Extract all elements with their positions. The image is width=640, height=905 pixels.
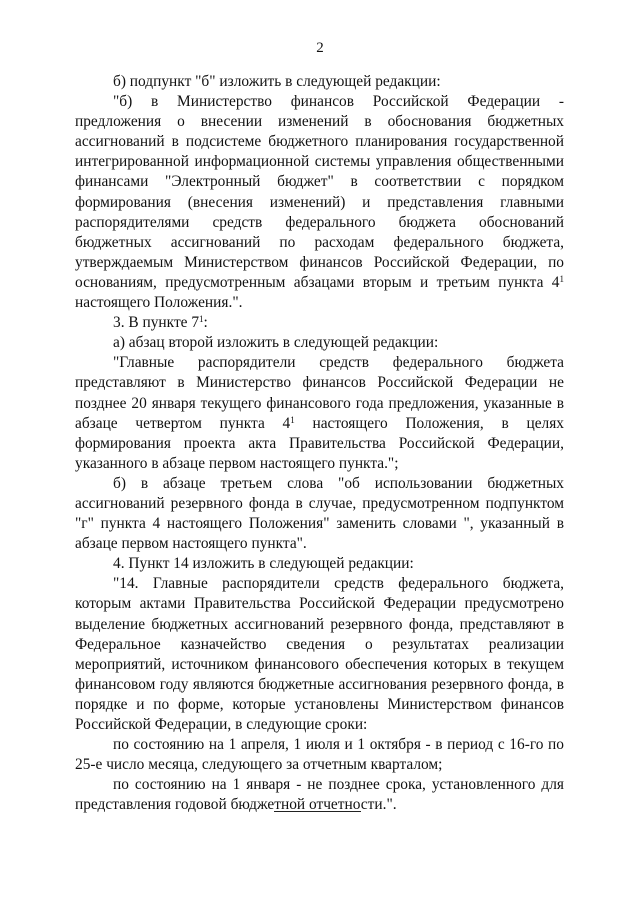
- paragraph-3: 3. В пункте $7^1$:: [113, 314, 208, 332]
- superscript: 1: [199, 314, 204, 325]
- paragraph-10: по состоянию на 1 января - не позднее срока, установленного для представления годовой бюджетной отчетности.".: [75, 776, 564, 814]
- page-number: 2: [316, 40, 324, 56]
- document-body: [75, 72, 564, 815]
- paragraph-2: "б) в Министерство финансов Российской Федерации - предложения о внесении изменений в обоснования бюджетных ассигнований в подсистеме бюджетного планирования государственной интегрированной информационной системы управления общественными финансами "Электронный бюджет" в соответствии с порядком формирования (внесения изменений) и представления главными распорядителями средств федерального бюджета обоснований бюджетных ассигнований по расходам федерального бюджета, утверждаемым Министерством финансов Российской Федерации, по основаниям, предусмотренным абзацами вторым и третьим пункта $4^1$ настоящего Положения.".: [75, 93, 564, 312]
- footer-divider: [274, 811, 361, 812]
- paragraph-4: а) абзац второй изложить в следующей редакции:: [113, 334, 439, 352]
- paragraph-9: по состоянию на 1 апреля, 1 июля и 1 октября - в период с 16-го по 25-е число месяца, следующего за отчетным кварталом;: [75, 736, 564, 774]
- paragraph-8: "14. Главные распорядители средств федерального бюджета, которым актами Правительства Российской Федерации предусмотрено выделение бюджетных ассигнований резервного фонда, представляют в Федеральное казначейство сведения о результатах реализации мероприятий, источником финансового обеспечения которых в текущем финансовом году являются бюджетные ассигнования резервного фонда, в порядке и по форме, которые установлены Министерством финансов Российской Федерации, в следующие сроки:: [75, 575, 564, 733]
- superscript: 1: [290, 414, 295, 425]
- paragraph-7: 4. Пункт 14 изложить в следующей редакции:: [113, 555, 414, 573]
- paragraph-5: "Главные распорядители средств федерального бюджета представляют в Министерство финансов Российской Федерации не позднее 20 января текущего финансового года предложения, указанные в абзаце четвертом пункта $4^1$ настоящего Положения, в целях формирования проекта акта Правительства Российской Федерации, указанного в абзаце первом настоящего пункта.";: [75, 354, 564, 472]
- superscript: 1: [559, 274, 564, 284]
- paragraph-1: б) подпункт "б" изложить в следующей редакции:: [113, 73, 441, 90]
- paragraph-6: б) в абзаце третьем слова "об использовании бюджетных ассигнований резервного фонда в случае, предусмотренном подпунктом "г" пункта 4 настоящего Положения" заменить словами ", указанный в абзаце первом настоящего пункта".: [75, 474, 564, 553]
